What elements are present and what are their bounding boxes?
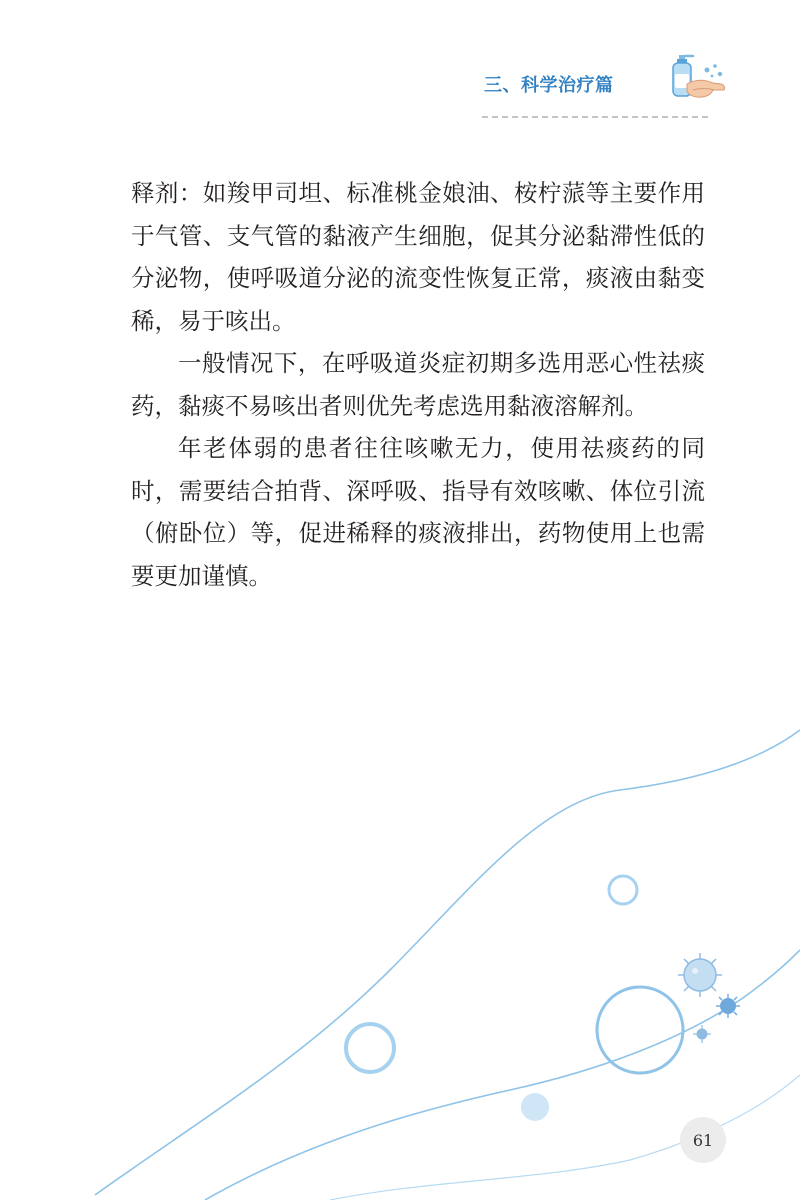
ring-circle-large [597,987,683,1073]
wave-line-2 [205,950,800,1200]
header-divider [482,116,708,118]
virus-icon-small [693,1025,711,1043]
body-text [131,172,705,597]
ring-circle-medium [346,1024,394,1072]
ring-circle-small [609,876,637,904]
paragraph-3: 年老体弱的患者往往咳嗽无力，使用祛痰药的同时，需要结合拍背、深呼吸、指导有效咳嗽、体位引流（俯卧位）等，促进稀释的痰液排出，药物使用上也需要更加谨慎。 [131,434,705,590]
virus-icon-large [678,953,722,997]
virus-icon-medium [716,994,740,1018]
paragraph-2: 一般情况下，在呼吸道炎症初期多选用恶心性祛痰药，黏痰不易咳出者则优先考虑选用黏液溶解剂。 [131,349,705,420]
paragraph-1: 释剂：如羧甲司坦、标准桃金娘油、桉柠蒎等主要作用于气管、支气管的黏液产生细胞，促其分泌黏滞性低的分泌物，使呼吸道分泌的流变性恢复正常，痰液由黏变稀，易于咳出。 [131,179,705,335]
page-number: 61 [680,1117,726,1163]
dot-circle [521,1093,549,1121]
section-title: 三、科学治疗篇 [484,75,614,96]
hand-wash-icon [665,52,727,102]
wave-line-3 [330,1075,800,1200]
